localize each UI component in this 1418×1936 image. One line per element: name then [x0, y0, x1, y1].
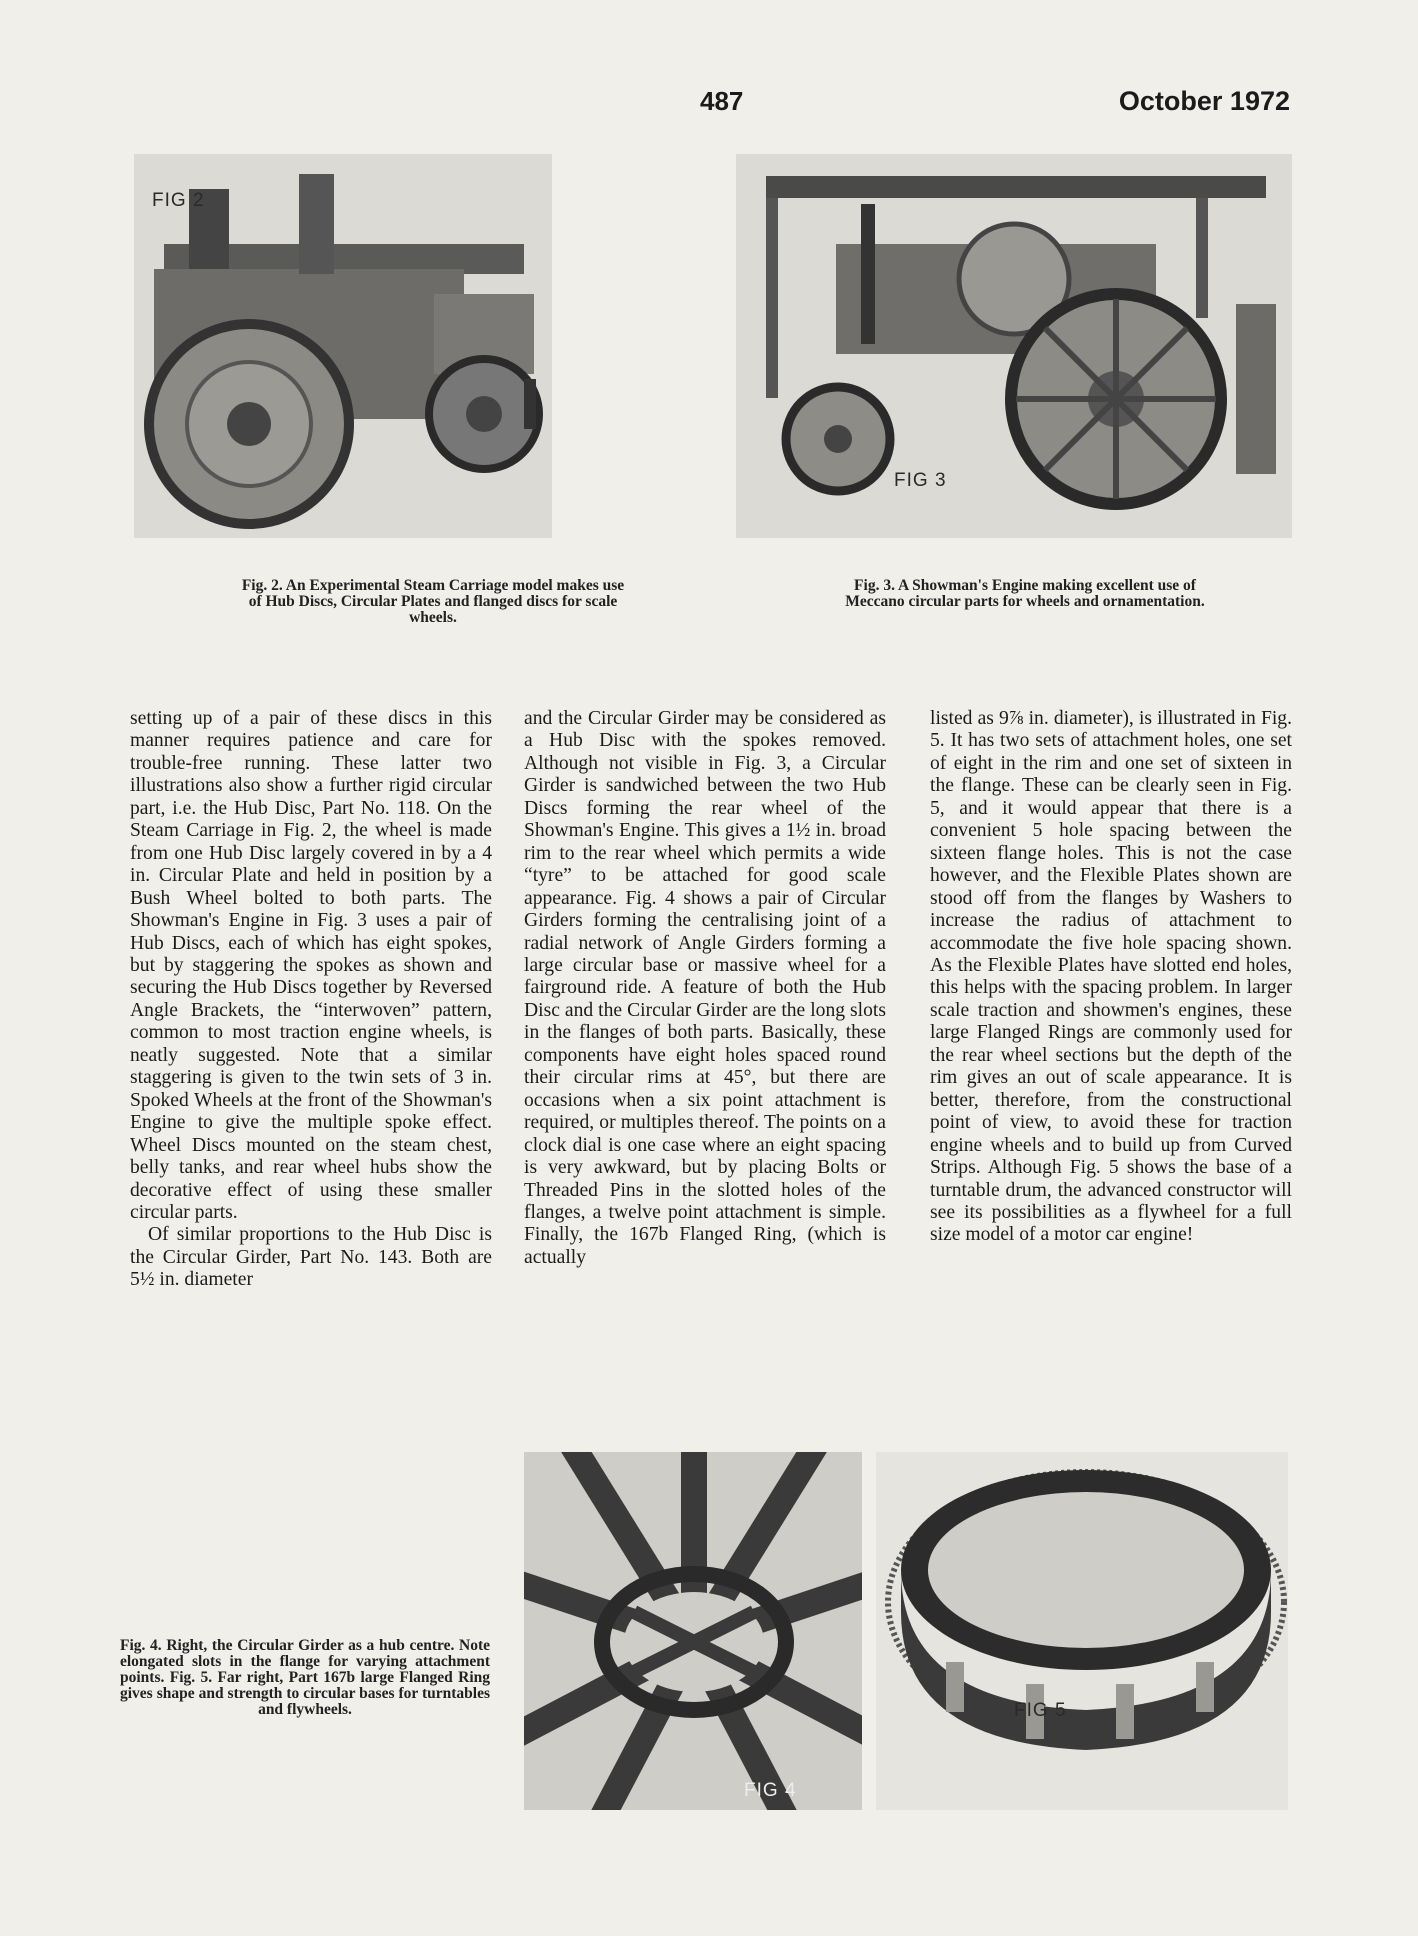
- fig2-caption: Fig. 2. An Experimental Steam Carriage model makes use of Hub Discs, Circular Plates and flanged discs for scale wheels.: [241, 577, 625, 626]
- fig4-label: FIG 4: [744, 1780, 797, 1801]
- fig4-fig5-caption: Fig. 4. Right, the Circular Girder as a hub centre. Note elongated slots in the flange for varying attachment points. Fig. 5. Far right, Part 167b large Flanged Ring gives shape and strength to circular bases for turntables and flywheels.: [120, 1637, 490, 1718]
- article-column-1: [130, 708, 492, 1292]
- article-paragraph: Of similar proportions to the Hub Disc is the Circular Girder, Part No. 143. Both are 5½ in. diameter: [130, 1224, 492, 1291]
- fig5-label: FIG 5: [1014, 1700, 1067, 1721]
- fig3-caption: Fig. 3. A Showman's Engine making excellent use of Meccano circular parts for wheels and ornamentation.: [845, 577, 1205, 610]
- showmans-engine-photo: [736, 154, 1292, 538]
- flanged-ring-photo: [876, 1452, 1288, 1810]
- article-column-2: [524, 708, 886, 1269]
- page-number: 487: [700, 86, 744, 116]
- fig2-label: FIG 2: [152, 190, 205, 211]
- article-paragraph: and the Circular Girder may be considered as a Hub Disc with the spokes removed. Although not visible in Fig. 3, a Circular Girder is sandwiched between the two Hub Discs forming the rear wheel of the Showman's Engine. This gives a 1½ in. broad rim to the rear wheel which permits a wide “tyre” to be attached for good scale appearance. Fig. 4 shows a pair of Circular Girders forming the centralising joint of a radial network of Angle Girders forming a large circular base or massive wheel for a fairground ride. A feature of both the Hub Disc and the Circular Girder are the long slots in the flanges of both parts. Basically, these components have eight holes spaced round their circular rims at 45°, but there are occasions when a six point attachment is required, or multiples thereof. The points on a clock dial is one case where an eight spacing is very awkward, but by placing Bolts or Threaded Pins in the slotted holes of the flanges, a twelve point attachment is simple. Finally, the 167b Flanged Ring, (which is actually: [524, 708, 886, 1268]
- article-column-3: [930, 708, 1292, 1247]
- article-paragraph: setting up of a pair of these discs in this manner requires patience and care for trouble-free running. These latter two illustrations also show a further rigid circular part, i.e. the Hub Disc, Part No. 118. On the Steam Carriage in Fig. 2, the wheel is made from one Hub Disc largely covered in by a 4 in. Circular Plate and held in position by a Bush Wheel bolted to both parts. The Showman's Engine in Fig. 3 uses a pair of Hub Discs, each of which has eight spokes, but by staggering the spokes as shown and securing the Hub Discs together by Reversed Angle Brackets, the “interwoven” pattern, common to most traction engine wheels, is neatly suggested. Note that a similar staggering is given to the twin sets of 3 in. Spoked Wheels at the front of the Showman's Engine to give the multiple spoke effect. Wheel Discs mounted on the steam chest, belly tanks, and rear wheel hubs show the decorative effect of using these smaller circular parts.: [130, 708, 492, 1223]
- fig3-label: FIG 3: [894, 470, 947, 491]
- issue-date: October 1972: [1118, 86, 1290, 116]
- circular-girder-hub-photo: [524, 1452, 862, 1810]
- article-paragraph: listed as 9⅞ in. diameter), is illustrated in Fig. 5. It has two sets of attachment holes, one set of eight in the rim and one set of sixteen in the flange. These can be clearly seen in Fig. 5, and it would appear that there is a convenient 5 hole spacing between the sixteen flange holes. This is not the case however, and the Flexible Plates shown are stood off from the flanges by Washers to increase the radius of attachment to accommodate the five hole spacing shown. As the Flexible Plates have slotted end holes, this helps with the spacing problem. In larger scale traction and showmen's engines, these large Flanged Rings are commonly used for the rear wheel sections but the depth of the rim gives an out of scale appearance. It is better, therefore, from the constructional point of view, to avoid these for traction engine wheels and to build up from Curved Strips. Although Fig. 5 shows the base of a turntable drum, the advanced constructor will see its possibilities as a flywheel for a full size model of a motor car engine!: [930, 708, 1292, 1246]
